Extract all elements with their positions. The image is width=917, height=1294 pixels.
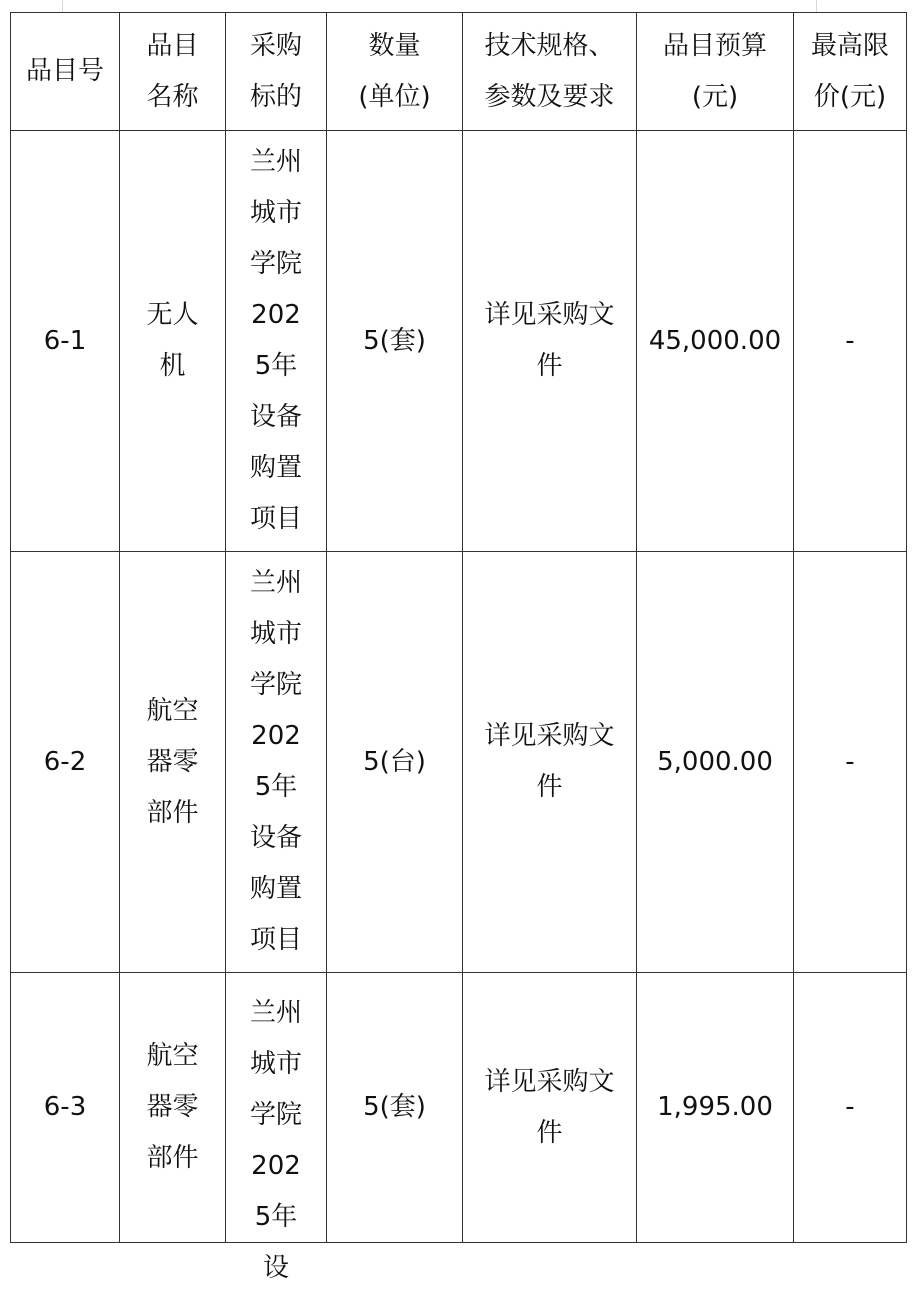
header-max-price — [794, 13, 907, 131]
table-header-row — [11, 13, 907, 131]
cell-item-budget: 1,995.00 — [637, 973, 794, 1243]
cell-item-name — [120, 131, 226, 552]
cell-procurement-subject-text: 兰州城市学院2025年设备购置项目 — [249, 568, 302, 955]
header-procurement-subject-line1: 采购 — [249, 30, 302, 61]
header-technical-spec-line2: 参数及要求 — [484, 81, 615, 112]
cell-item-budget: 5,000.00 — [637, 552, 794, 973]
cell-item-name — [120, 552, 226, 973]
table-row — [11, 552, 907, 973]
cell-technical-spec-text: 详见采购文件 — [484, 721, 615, 802]
cell-max-price: - — [794, 973, 907, 1243]
cell-procurement-subject-text: 兰州城市学院2025年设备购置项目 — [249, 147, 302, 534]
cell-procurement-subject — [226, 552, 327, 973]
header-technical-spec — [463, 13, 637, 131]
header-max-price-line2: 价(元) — [813, 81, 887, 112]
cell-technical-spec-text: 详见采购文件 — [484, 300, 615, 381]
cell-max-price: - — [794, 552, 907, 973]
cell-max-price: - — [794, 131, 907, 552]
header-quantity-line1: 数量 — [368, 30, 421, 61]
header-item-budget-line2: (元) — [691, 81, 739, 112]
header-item-budget — [637, 13, 794, 131]
cell-quantity: 5(套) — [327, 973, 463, 1243]
table-row — [11, 973, 907, 1243]
cell-item-name-text: 无人机 — [146, 300, 199, 381]
cell-item-name-text: 航空器零部件 — [146, 695, 199, 828]
header-item-name-line2: 名称 — [146, 81, 199, 112]
cell-procurement-subject — [226, 131, 327, 552]
header-procurement-subject-line2: 标的 — [249, 81, 302, 112]
procurement-items-table — [10, 12, 907, 1283]
header-item-name-line1: 品目 — [146, 30, 199, 61]
cell-item-number: 6-2 — [11, 552, 120, 973]
header-item-number-label: 品目号 — [25, 56, 104, 86]
header-quantity-line2: (单位) — [358, 81, 431, 112]
cell-technical-spec-text: 详见采购文件 — [484, 1066, 615, 1148]
cell-technical-spec — [463, 552, 637, 973]
cell-procurement-subject-text: 兰州城市学院2025年设 — [249, 997, 302, 1283]
cell-item-number: 6-3 — [11, 973, 120, 1243]
header-max-price-line1: 最高限 — [810, 30, 889, 61]
cell-item-number: 6-1 — [11, 131, 120, 552]
cell-quantity: 5(台) — [327, 552, 463, 973]
header-procurement-subject — [226, 13, 327, 131]
header-item-name — [120, 13, 226, 131]
cell-item-name-text: 航空器零部件 — [146, 1041, 199, 1173]
cell-item-name — [120, 973, 226, 1243]
cell-item-budget: 45,000.00 — [637, 131, 794, 552]
cell-procurement-subject — [226, 973, 327, 1283]
cell-procurement-subject-clip — [226, 974, 326, 1283]
header-quantity — [327, 13, 463, 131]
cell-quantity: 5(套) — [327, 131, 463, 552]
header-technical-spec-line1: 技术规格、 — [484, 30, 615, 61]
cell-technical-spec — [463, 973, 637, 1243]
header-item-budget-line1: 品目预算 — [662, 30, 767, 61]
page-margin-guide-right — [816, 0, 817, 12]
header-item-number — [11, 13, 120, 131]
cell-technical-spec — [463, 131, 637, 552]
page-margin-guide-left — [62, 0, 63, 12]
table-row — [11, 131, 907, 552]
